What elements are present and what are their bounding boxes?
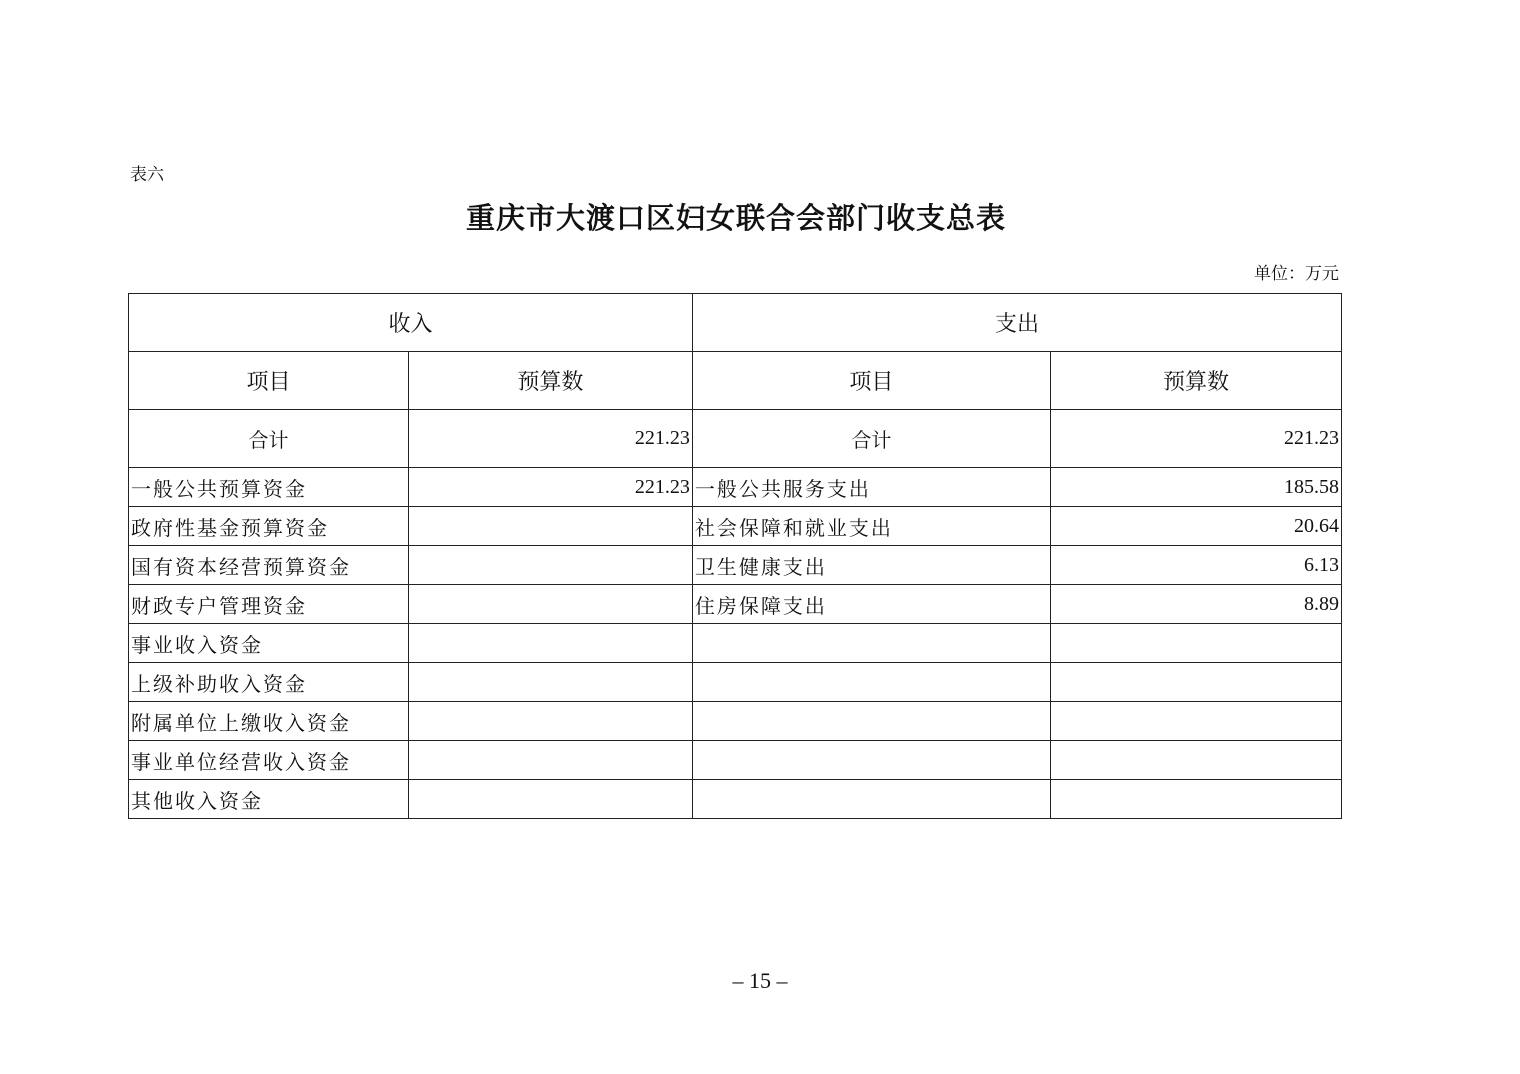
expense-item-cell [692, 702, 1050, 741]
income-item-cell: 其他收入资金 [129, 780, 409, 819]
income-value-cell [408, 741, 692, 780]
income-value-cell [408, 624, 692, 663]
income-item-cell: 上级补助收入资金 [129, 663, 409, 702]
expense-item-cell: 卫生健康支出 [692, 546, 1050, 585]
expense-total-value: 221.23 [1050, 410, 1341, 468]
income-value-cell [408, 585, 692, 624]
expense-value-cell: 8.89 [1050, 585, 1341, 624]
page-number: – 15 – [732, 968, 788, 993]
expense-total-label: 合计 [692, 410, 1050, 468]
expense-value-cell: 185.58 [1050, 468, 1341, 507]
expense-value-cell [1050, 663, 1341, 702]
header-row-columns [129, 352, 1342, 410]
budget-table [128, 293, 1342, 819]
income-value-cell [408, 780, 692, 819]
expense-value-cell: 20.64 [1050, 507, 1341, 546]
expense-item-cell: 社会保障和就业支出 [692, 507, 1050, 546]
expense-value-cell [1050, 624, 1341, 663]
table-row [129, 624, 1342, 663]
table-label: 表六 [130, 165, 164, 185]
income-item-cell: 事业收入资金 [129, 624, 409, 663]
total-row [129, 410, 1342, 468]
expense-value-cell [1050, 780, 1341, 819]
expense-item-cell [692, 624, 1050, 663]
table-row [129, 468, 1342, 507]
income-value-cell [408, 702, 692, 741]
expense-value-cell [1050, 741, 1341, 780]
income-item-cell: 政府性基金预算资金 [129, 507, 409, 546]
income-item-cell: 一般公共预算资金 [129, 468, 409, 507]
document-title: 重庆市大渡口区妇女联合会部门收支总表 [465, 201, 1006, 235]
income-item-cell: 事业单位经营收入资金 [129, 741, 409, 780]
income-header: 收入 [129, 294, 693, 352]
expense-budget-header: 预算数 [1050, 352, 1341, 410]
income-value-cell [408, 546, 692, 585]
expense-item-cell: 住房保障支出 [692, 585, 1050, 624]
header-row-groups [129, 294, 1342, 352]
income-value-cell [408, 663, 692, 702]
income-item-cell: 附属单位上缴收入资金 [129, 702, 409, 741]
table-row [129, 546, 1342, 585]
income-item-header: 项目 [129, 352, 409, 410]
expense-item-cell: 一般公共服务支出 [692, 468, 1050, 507]
expense-value-cell [1050, 702, 1341, 741]
expense-item-header: 项目 [692, 352, 1050, 410]
income-total-value: 221.23 [408, 410, 692, 468]
table-row [129, 663, 1342, 702]
expense-item-cell [692, 780, 1050, 819]
income-budget-header: 预算数 [408, 352, 692, 410]
expense-item-cell [692, 741, 1050, 780]
income-item-cell: 国有资本经营预算资金 [129, 546, 409, 585]
expense-header: 支出 [692, 294, 1341, 352]
expense-value-cell: 6.13 [1050, 546, 1341, 585]
income-total-label: 合计 [129, 410, 409, 468]
table-row [129, 507, 1342, 546]
unit-label: 单位：万元 [1254, 264, 1339, 284]
income-value-cell [408, 507, 692, 546]
expense-item-cell [692, 663, 1050, 702]
table-row [129, 780, 1342, 819]
table-row [129, 741, 1342, 780]
table-row [129, 585, 1342, 624]
income-value-cell: 221.23 [408, 468, 692, 507]
income-item-cell: 财政专户管理资金 [129, 585, 409, 624]
table-row [129, 702, 1342, 741]
